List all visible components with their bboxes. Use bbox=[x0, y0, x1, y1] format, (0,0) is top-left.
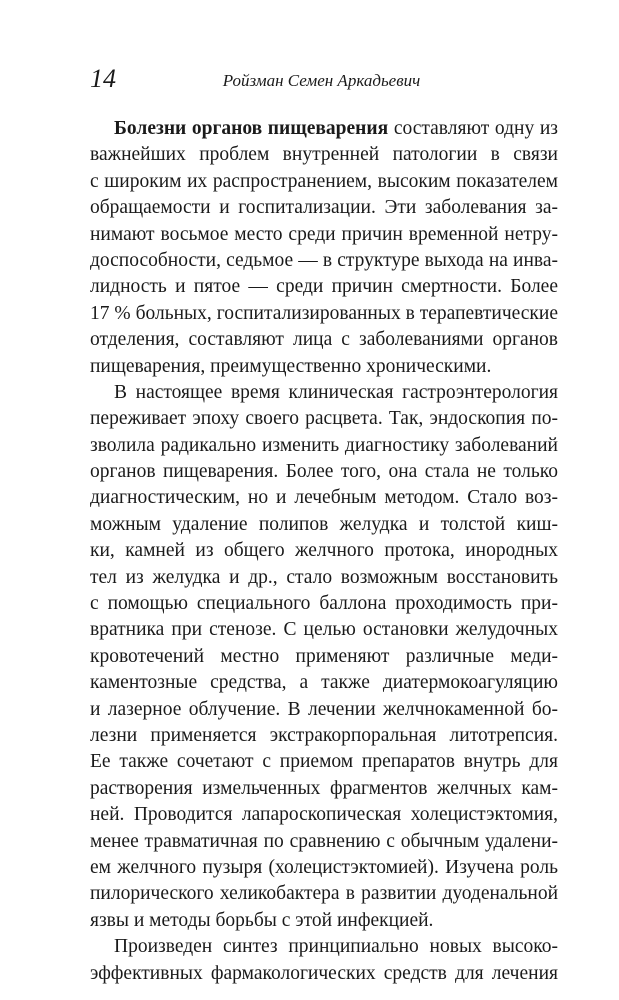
text-line: и лазерное облучение. В лечении желчнокаменной бо- bbox=[90, 698, 558, 720]
text-line: ем желчного пузыря (холецистэктомией). Изучена роль bbox=[90, 856, 558, 878]
text-line: доспособности, седьмое — в структуре выхода на инва- bbox=[90, 249, 558, 271]
text-line: ней. Проводится лапароскопическая холецистэктомия, bbox=[90, 804, 558, 826]
text-line: тел из желудка и др., стало возможным восстановить bbox=[90, 566, 558, 588]
text-line: пищеварения, преимущественно хроническими. bbox=[90, 355, 492, 377]
text-line: нимают восьмое место среди причин временной нетру- bbox=[90, 223, 558, 245]
text-line: менее травматичная по сравнению с обычным удалени- bbox=[90, 830, 558, 852]
text-line: можным удаление полипов желудка и толстой киш- bbox=[90, 513, 558, 535]
text-line: отделения, составляют лица с заболеваниями органов bbox=[90, 329, 558, 351]
text-line: Произведен синтез принципиально новых высоко- bbox=[114, 936, 558, 958]
text-line: растворения измельченных фрагментов желчных кам- bbox=[90, 777, 558, 799]
text-line: лезни применяется экстракорпоральная литотрепсия. bbox=[90, 724, 558, 746]
text-line: каментозные средства, а также диатермокоагуляцию bbox=[90, 672, 558, 694]
text-line: Ее также сочетают с приемом препаратов внутрь для bbox=[90, 751, 558, 773]
text-line: с широким их распространением, высоким показателем bbox=[90, 170, 558, 192]
text-line: зволила радикально изменить диагностику заболеваний bbox=[90, 434, 558, 456]
text-line: переживает эпоху своего расцвета. Так, эндоскопия по- bbox=[90, 408, 558, 430]
text-line: важнейших проблем внутренней патологии в связи bbox=[90, 144, 558, 166]
running-head-author: Ройзман Семен Аркадьевич bbox=[222, 71, 421, 90]
text-line bbox=[90, 116, 558, 142]
text-line: лидность и пятое — среди причин смертности. Более bbox=[90, 276, 558, 298]
text-line: В настоящее время клиническая гастроэнтерология bbox=[114, 381, 558, 403]
text-line: язвы и методы борьбы с этой инфекцией. bbox=[90, 909, 434, 931]
paragraph-2 bbox=[90, 380, 558, 934]
body-text bbox=[90, 116, 558, 987]
text-fragment: составляют одну из bbox=[393, 118, 558, 139]
text-line: обращаемости и госпитализации. Эти заболевания за- bbox=[90, 197, 558, 219]
text-line: 17 % больных, госпитализированных в терапевтические bbox=[90, 302, 558, 324]
page-number: 14 bbox=[90, 64, 116, 93]
bold-term: Болезни органов пищеварения bbox=[114, 118, 389, 139]
text-line: органов пищеварения. Более того, она стала не только bbox=[90, 461, 558, 483]
text-line: вратника при стенозе. С целью остановки желудочных bbox=[90, 619, 558, 641]
paragraph-1 bbox=[90, 116, 558, 380]
text-line: диагностическим, но и лечебным методом. Стало воз- bbox=[90, 487, 558, 509]
text-line: кровотечений местно применяют различные меди- bbox=[90, 645, 558, 667]
text-line: пилорического хеликобактера в развитии дуоденальной bbox=[90, 883, 558, 905]
paragraph-3 bbox=[90, 934, 558, 987]
text-line: с помощью специального баллона проходимость при- bbox=[90, 593, 558, 615]
text-line: ки, камней из общего желчного протока, инородных bbox=[90, 540, 558, 562]
text-line: эффективных фармакологических средств для лечения bbox=[90, 962, 558, 984]
